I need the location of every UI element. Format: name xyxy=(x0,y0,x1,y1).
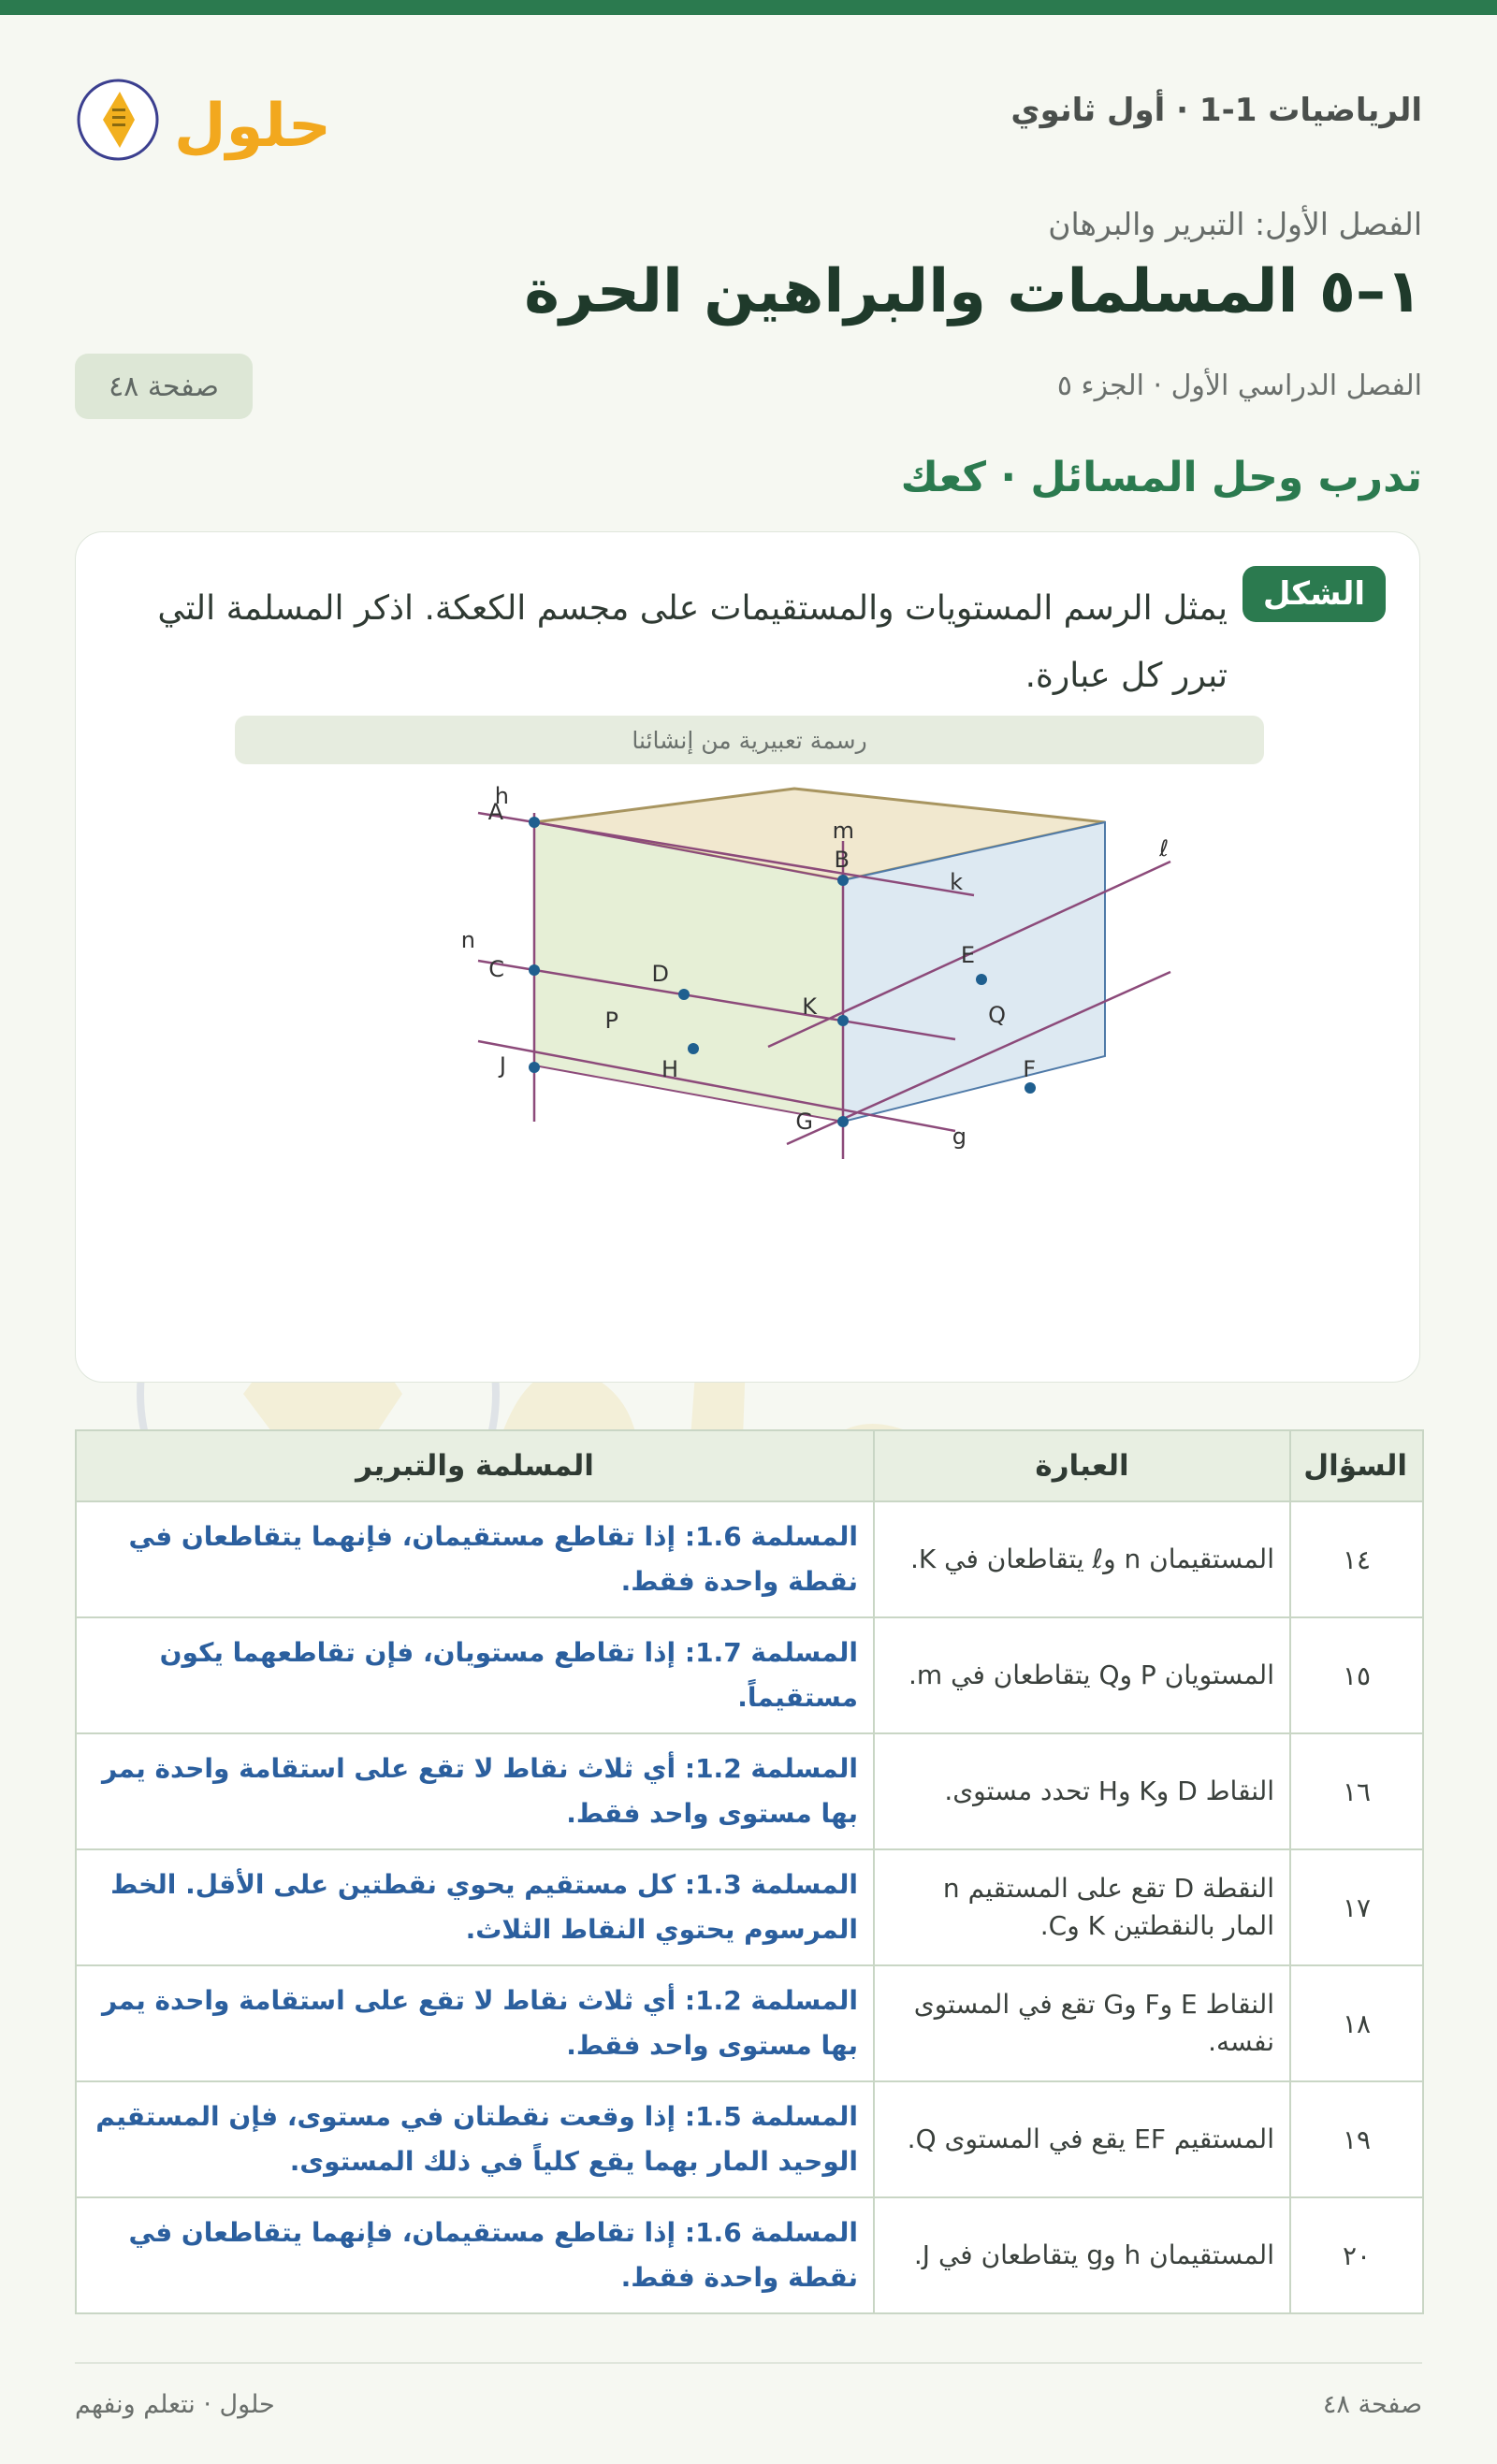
footer-divider xyxy=(75,2362,1422,2364)
table-header-row xyxy=(76,1430,1423,1501)
point-F xyxy=(1025,1082,1036,1094)
postulate-cell: المسلمة 1.2: أي ثلاث نقاط لا تقع على استقامة واحدة يمر بها مستوى واحد فقط. xyxy=(76,1733,874,1849)
label-line-k: k xyxy=(950,869,963,895)
table-row xyxy=(76,1617,1423,1733)
label-point-H: H xyxy=(661,1056,678,1082)
table-row xyxy=(76,1965,1423,2081)
postulate-cell: المسلمة 1.3: كل مستقيم يحوي نقطتين على الأقل. الخط المرسوم يحتوي النقاط الثلاث. xyxy=(76,1849,874,1965)
label-point-K: K xyxy=(802,993,817,1020)
lesson-title: ١–٥ المسلمات والبراهين الحرة xyxy=(524,257,1422,326)
postulate-cell: المسلمة 1.6: إذا تقاطع مستقيمان، فإنهما يتقاطعان في نقطة واحدة فقط. xyxy=(76,2197,874,2313)
label-point-D: D xyxy=(651,961,669,987)
label-point-C: C xyxy=(488,956,504,982)
label-point-F: F xyxy=(1023,1056,1036,1082)
hulul-logo-icon[interactable] xyxy=(75,64,337,176)
label-line-g: g xyxy=(952,1123,967,1150)
label-point-B: B xyxy=(834,847,850,873)
figure-caption: رسمة تعبيرية من إنشائنا xyxy=(235,716,1264,764)
table-row xyxy=(76,1501,1423,1617)
point-A xyxy=(529,817,540,828)
table-row xyxy=(76,1733,1423,1849)
label-line-h: h xyxy=(494,783,509,809)
cake-figure xyxy=(356,775,1199,1337)
table-row xyxy=(76,1849,1423,1965)
point-H xyxy=(688,1043,699,1054)
section-title: تدرب وحل المسائل · كعك xyxy=(900,454,1422,501)
label-point-G: G xyxy=(795,1109,813,1135)
question-number: ١٥ xyxy=(1290,1617,1423,1733)
question-number: ١٤ xyxy=(1290,1501,1423,1617)
logo-wordmark: حلول xyxy=(174,92,331,161)
question-number: ١٨ xyxy=(1290,1965,1423,2081)
header-statement: العبارة xyxy=(874,1430,1290,1501)
table-row xyxy=(76,2197,1423,2313)
header-postulate: المسلمة والتبرير xyxy=(76,1430,874,1501)
subject-title: الرياضيات 1-1 · أول ثانوي xyxy=(1010,92,1422,129)
question-number: ١٧ xyxy=(1290,1849,1423,1965)
problem-prompt: يمثل الرسم المستويات والمستقيمات على مجسم الكعكة. اذكر المسلمة التي تبرر كل عبارة. xyxy=(157,589,1228,695)
footer-page-number: صفحة ٤٨ xyxy=(1322,2390,1422,2419)
point-B xyxy=(837,875,849,886)
page-badge: صفحة ٤٨ xyxy=(75,354,253,419)
problem-card xyxy=(75,531,1420,1383)
postulate-cell: المسلمة 1.6: إذا تقاطع مستقيمان، فإنهما يتقاطعان في نقطة واحدة فقط. xyxy=(76,1501,874,1617)
label-line-m: m xyxy=(832,818,854,844)
header-question: السؤال xyxy=(1290,1430,1423,1501)
postulate-cell: المسلمة 1.2: أي ثلاث نقاط لا تقع على استقامة واحدة يمر بها مستوى واحد فقط. xyxy=(76,1965,874,2081)
statement-cell: المستويان P وQ يتقاطعان في m. xyxy=(874,1617,1290,1733)
point-J xyxy=(529,1062,540,1073)
chapter-label: الفصل الأول: التبرير والبرهان xyxy=(1048,206,1422,242)
label-point-E: E xyxy=(960,942,975,968)
statement-cell: المستقيمان n وℓ يتقاطعان في K. xyxy=(874,1501,1290,1617)
statement-cell: المستقيمان h وg يتقاطعان في J. xyxy=(874,2197,1290,2313)
top-accent-bar xyxy=(0,0,1497,15)
semester-label: الفصل الدراسي الأول · الجزء ٥ xyxy=(1056,370,1422,402)
label-line-l: ℓ xyxy=(1159,835,1169,862)
question-number: ٢٠ xyxy=(1290,2197,1423,2313)
label-point-A: A xyxy=(487,799,503,825)
label-line-n: n xyxy=(460,927,475,953)
postulate-cell: المسلمة 1.7: إذا تقاطع مستويان، فإن تقاطعهما يكون مستقيماً. xyxy=(76,1617,874,1733)
page-header xyxy=(75,64,1422,176)
table-row xyxy=(76,2081,1423,2197)
point-C xyxy=(529,964,540,976)
postulate-cell: المسلمة 1.5: إذا وقعت نقطتان في مستوى، فإن المستقيم الوحيد المار بهما يقع كلياً في ذلك المستوى. xyxy=(76,2081,874,2197)
label-plane-p: P xyxy=(604,1007,618,1034)
question-number: ١٩ xyxy=(1290,2081,1423,2197)
point-D xyxy=(678,989,690,1000)
question-number: ١٦ xyxy=(1290,1733,1423,1849)
point-K xyxy=(837,1015,849,1026)
statement-cell: النقاط D وK وH تحدد مستوى. xyxy=(874,1733,1290,1849)
statement-cell: النقاط E وF وG تقع في المستوى نفسه. xyxy=(874,1965,1290,2081)
footer-brand: حلول · نتعلم ونفهم xyxy=(75,2390,275,2419)
label-point-J: J xyxy=(499,1052,506,1079)
point-E xyxy=(976,974,987,985)
statement-cell: النقطة D تقع على المستقيم n المار بالنقطتين K وC. xyxy=(874,1849,1290,1965)
label-plane-q: Q xyxy=(988,1002,1006,1028)
statement-cell: المستقيم EF يقع في المستوى Q. xyxy=(874,2081,1290,2197)
point-G xyxy=(837,1116,849,1127)
figure-tag: الشكل xyxy=(1243,566,1386,622)
answers-table xyxy=(75,1429,1424,2314)
